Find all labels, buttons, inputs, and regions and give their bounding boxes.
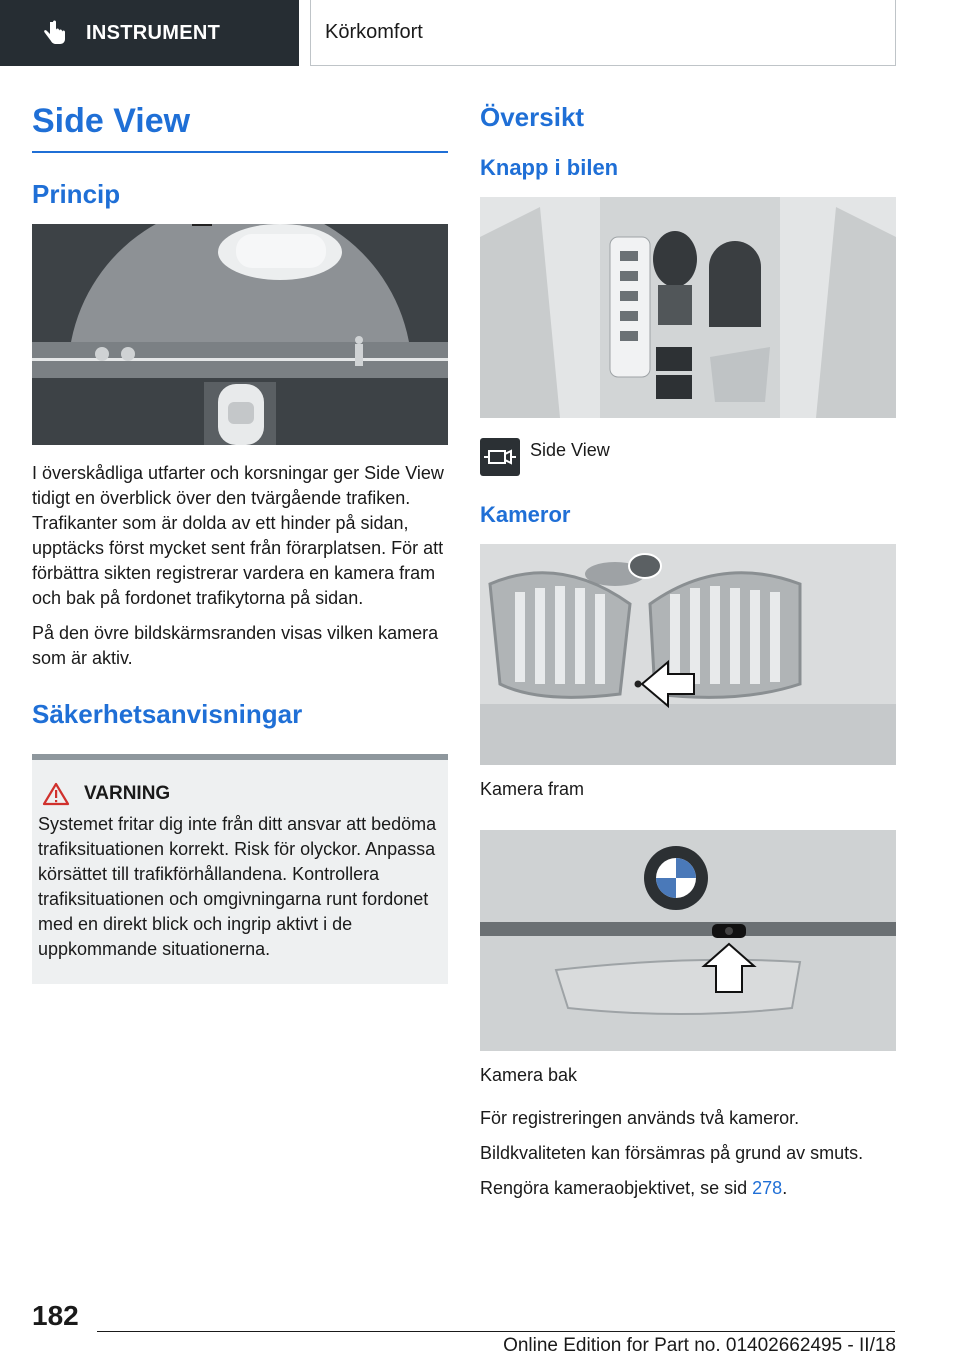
safety-heading: Säkerhetsanvisningar xyxy=(32,699,303,729)
warning-box xyxy=(32,754,448,984)
side-view-button-icon[interactable] xyxy=(480,438,520,476)
console-illustration xyxy=(480,197,896,418)
page-number: 182 xyxy=(32,1300,79,1331)
left-column xyxy=(32,96,448,984)
edition-note: Online Edition for Part no. 01402662495 - II/18 xyxy=(503,1335,896,1356)
side-view-button-label: Side View xyxy=(530,440,610,460)
footer-rule xyxy=(97,1331,895,1332)
principle-text: I överskådliga utfarter och korsningar ger Side View tidigt en överblick över den tvärgående trafiken. Trafikanter som är dolda av ett hinder på sidan, upptäcks först mycket sent från förarplatsen. För att förbättra sikten registrerar vardera en kamera fram och bak på fordonet trafikytorna på sidan. xyxy=(32,463,444,608)
topic-tab-label: Körkomfort xyxy=(325,21,423,43)
cameras-heading: Kameror xyxy=(480,502,571,527)
rear-camera-illustration xyxy=(480,830,896,1051)
warning-triangle-icon xyxy=(42,782,70,806)
active-camera-text: På den övre bildskärmsranden visas vilken kamera som är aktiv. xyxy=(32,623,439,668)
front-camera-caption: Kamera fram xyxy=(480,779,585,799)
dirt-paragraph: Bildkvaliteten kan försämras på grund av smuts. xyxy=(480,1143,864,1163)
side-view-button-row xyxy=(480,438,896,476)
section-tab-label: INSTRUMENT xyxy=(86,21,221,44)
topic-tab[interactable] xyxy=(310,0,896,66)
cleaning-suffix: . xyxy=(782,1178,788,1198)
pointing-hand-icon xyxy=(40,18,70,48)
page-link[interactable]: 278 xyxy=(752,1178,783,1198)
right-column xyxy=(480,96,896,1201)
cleaning-paragraph xyxy=(480,1176,896,1201)
warning-text: Systemet fritar dig inte från ditt ansvar att bedöma trafiksituationen korrekt. Risk för olyckor. Anpassa körsättet till trafikförhållandena. Kontrollera trafiksituationen och omgivningarna runt fordonet med en direkt blick och ingrip aktivt i de uppkommande situationerna. xyxy=(38,814,437,959)
cameras-paragraph: För registreringen används två kameror. xyxy=(480,1108,800,1128)
button-heading: Knapp i bilen xyxy=(480,155,619,180)
principle-heading: Princip xyxy=(32,179,121,209)
section-tab[interactable] xyxy=(0,0,299,66)
warning-label: VARNING xyxy=(84,783,171,804)
principle-illustration xyxy=(32,224,448,445)
front-camera-illustration xyxy=(480,544,896,765)
overview-heading: Översikt xyxy=(480,102,585,132)
cleaning-text: Rengöra kameraobjektivet, se sid xyxy=(480,1178,753,1198)
page-title: Side View xyxy=(32,96,448,153)
rear-camera-caption: Kamera bak xyxy=(480,1065,578,1085)
